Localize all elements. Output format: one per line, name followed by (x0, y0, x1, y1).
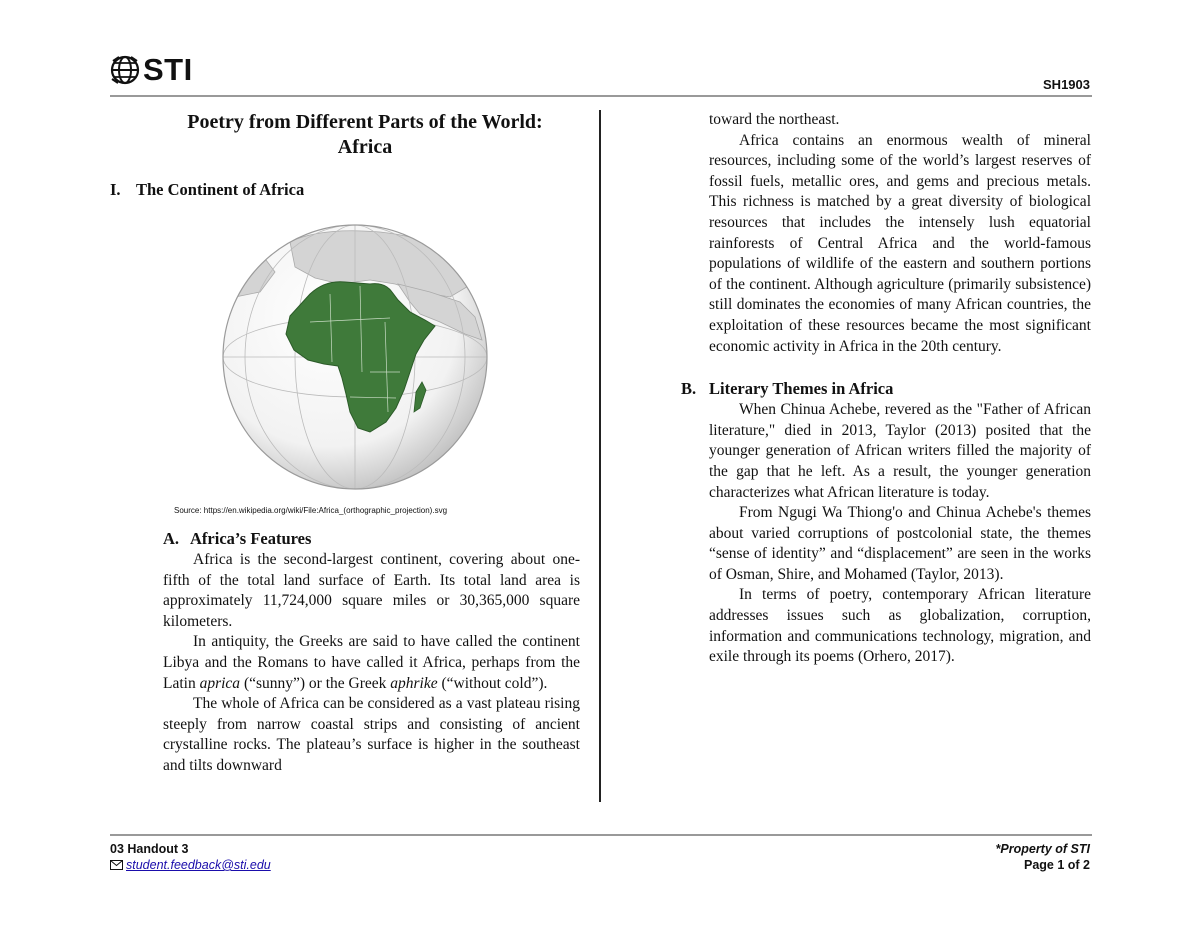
footer-right (996, 841, 1090, 873)
subsection-title: Africa’s Features (190, 529, 312, 548)
footer-left (110, 841, 271, 873)
title-line-2: Africa (337, 136, 393, 158)
paragraph: From Ngugi Wa Thiong'o and Chinua Achebe's themes about varied corruptions of postcolonial state, the themes “sense of identity” and “displacement” are seen in the works of Osman, Shire, and Mohamed (Taylor, 2013). (709, 504, 1091, 583)
page-title (110, 110, 580, 160)
latin-term: aprica (199, 674, 241, 692)
subsection-heading-a (163, 529, 580, 549)
title-line-1: Poetry from Different Parts of the World: (187, 111, 543, 133)
left-column (110, 110, 580, 777)
greek-term: aphrike (390, 674, 438, 692)
paragraph: When Chinua Achebe, revered as the "Father of African literature," died in 2013, Taylor (2013) posited that the younger generation of African writers filled the majority of the gap that he left. As a result, the younger generation characterizes what African literature is today. (709, 401, 1091, 501)
sti-globe-icon (110, 55, 140, 85)
feedback-line (110, 857, 271, 873)
africa-globe-figure (220, 222, 490, 492)
section-number: I. (110, 180, 121, 199)
subsection-heading-b (681, 379, 1091, 399)
text-run: (“without cold”). (437, 674, 548, 692)
text-run: In antiquity, the Greeks are said to have called the continent Libya and the Romans to have called it Africa, perhaps from the Latin (163, 633, 580, 692)
text-run: (“sunny”) or the Greek (240, 674, 391, 692)
feedback-email-link[interactable]: student.feedback@sti.edu (126, 858, 271, 872)
header-divider (110, 95, 1092, 97)
paragraph: The whole of Africa can be considered as a vast plateau rising steeply from narrow coastal strips and consisting of ancient crystalline rocks. The plateau’s surface is higher in the southeast and tilts downward (163, 695, 580, 774)
logo-text: STI (143, 52, 193, 87)
section-title: The Continent of Africa (136, 180, 305, 199)
envelope-icon (110, 860, 123, 870)
subsection-title: Literary Themes in Africa (709, 379, 894, 399)
africa-globe-image (220, 222, 490, 492)
handout-label: 03 Handout 3 (110, 842, 189, 856)
paragraph (163, 632, 580, 694)
footer-divider (110, 834, 1092, 836)
subsection-number: A. (163, 529, 180, 548)
property-label: *Property of STI (995, 842, 1090, 856)
paragraph-continuation: toward the northeast. (709, 111, 840, 128)
right-column (681, 110, 1091, 668)
column-divider (599, 110, 601, 802)
literary-themes-body (681, 400, 1091, 668)
right-continued-body (681, 110, 1091, 357)
paragraph: Africa contains an enormous wealth of mineral resources, including some of the world’s largest reserves of fossil fuels, metallic ores, and gems and precious metals. This richness is matched by a great diversity of biological resources that includes the intensely lush equatorial rainforests of Central Africa and the world-famous populations of wildlife of the eastern and southern portions of the continent. Although agriculture (primarily subsistence) still dominates the economies of many African countries, the exploitation of these resources became the most significant economic activity in Africa in the 20th century. (709, 131, 1091, 355)
page-number: Page 1 of 2 (1024, 858, 1090, 872)
africa-features-body (110, 550, 580, 777)
document-code: SH1903 (1043, 77, 1090, 92)
figure-source: Source: https://en.wikipedia.org/wiki/File:Africa_(orthographic_projection).svg (174, 506, 448, 515)
section-heading-1 (110, 180, 580, 200)
paragraph: In terms of poetry, contemporary African literature addresses issues such as globalization, corruption, information and communications technology, migration, and exile through its poems (Orhero, 2017). (709, 586, 1091, 666)
paragraph: Africa is the second-largest continent, covering about one-fifth of the total land surface of Earth. Its total land area is approximately 11,724,000 square miles or 30,365,000 square kilometers. (163, 551, 580, 630)
subsection-number: B. (681, 379, 697, 399)
sti-logo (110, 54, 193, 85)
